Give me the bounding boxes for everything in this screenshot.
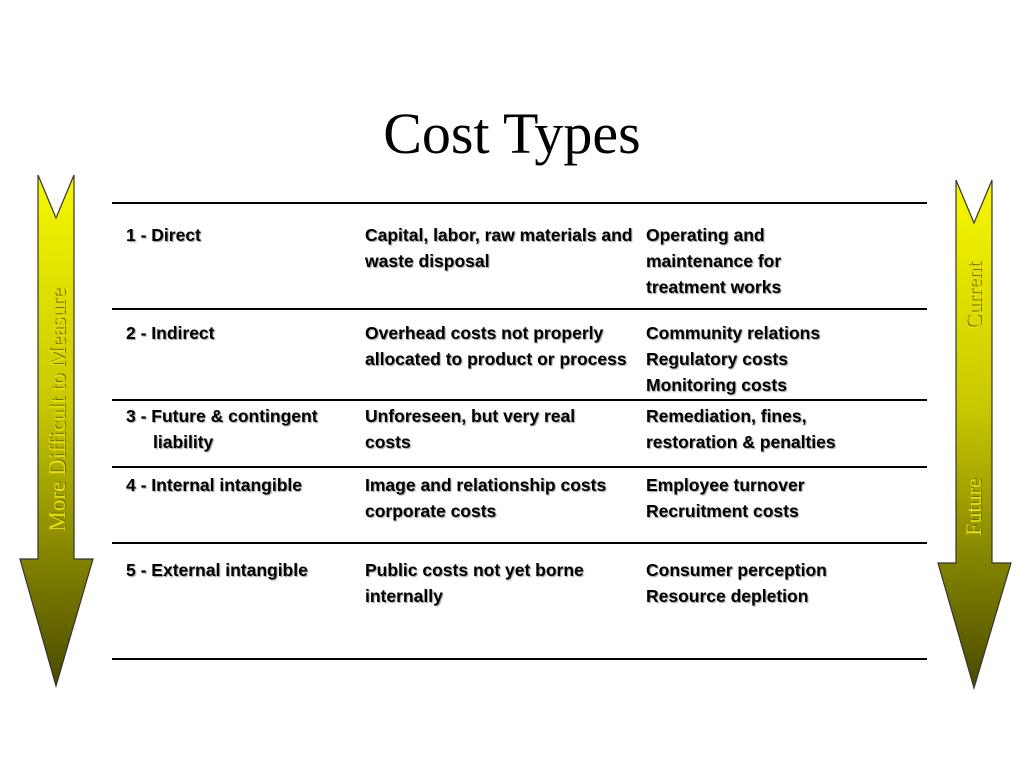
cost-examples-cell	[646, 544, 927, 609]
cost-examples-cell: Operating and maintenance for treatment works	[646, 225, 782, 297]
table-row	[112, 467, 927, 543]
cost-type-cell: 5 - External intangible	[126, 560, 308, 580]
examples-line: Community relations	[646, 323, 821, 343]
page-title: Cost Types	[383, 101, 641, 166]
examples-line: Recruitment costs	[646, 501, 799, 521]
examples-line: Employee turnover	[646, 475, 805, 495]
cost-description-cell: Image and relationship costs corporate costs	[365, 475, 607, 521]
current-label: Current	[961, 262, 986, 330]
cost-type-cell: 2 - Indirect	[126, 323, 215, 343]
cost-examples-cell	[646, 310, 927, 398]
cost-type-cell: 1 - Direct	[126, 225, 201, 245]
cost-description-cell: Unforeseen, but very real costs	[365, 406, 576, 452]
table-row	[112, 203, 927, 309]
cost-description-cell: Overhead costs not properly allocated to product or process	[365, 323, 627, 369]
cost-description-cell: Public costs not yet borne internally	[365, 560, 584, 606]
table-row	[112, 309, 927, 400]
table-row	[112, 543, 927, 659]
examples-line: Resource depletion	[646, 586, 809, 606]
cost-type-cell: 3 - Future & contingent liability	[126, 406, 318, 452]
cost-examples-cell	[646, 468, 927, 524]
examples-line: Monitoring costs	[646, 375, 787, 395]
table-row	[112, 400, 927, 467]
examples-line: Consumer perception	[646, 560, 827, 580]
left-arrow-label: More Difficult to Measure	[45, 288, 70, 532]
cost-examples-cell: Remediation, fines, restoration & penalties	[646, 406, 836, 452]
examples-line: Regulatory costs	[646, 349, 788, 369]
cost-description-cell: Capital, labor, raw materials and waste disposal	[365, 225, 633, 271]
future-label: Future	[961, 478, 986, 536]
cost-type-cell: 4 - Internal intangible	[126, 475, 302, 495]
cost-types-table	[112, 202, 927, 660]
